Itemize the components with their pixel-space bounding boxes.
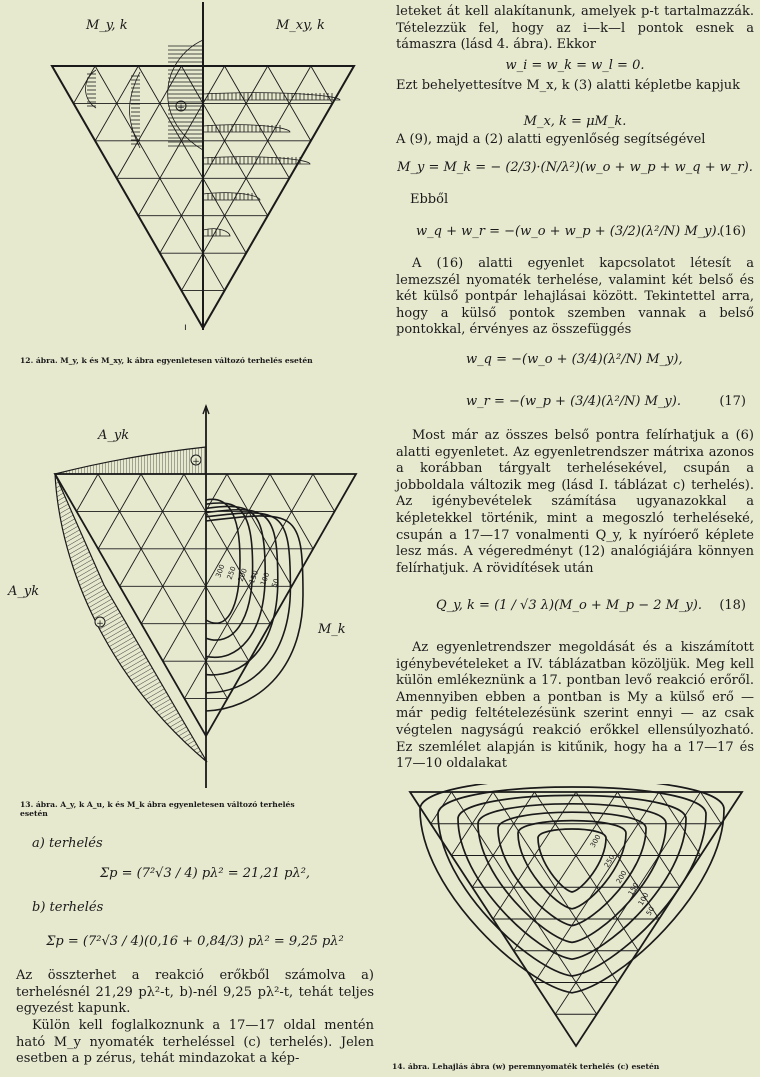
figure-13 [0,400,380,790]
fig13-contour-label: 50 [270,577,281,589]
fig13-contour-label: 200 [236,567,249,583]
fig14-contour-label: 150 [626,881,641,897]
eq16: w_q + w_r = −(w_o + w_p + (3/2)(λ²/N) M_y). [416,224,721,239]
fig12-caption: 12. ábra. M_y, k és M_xy, k ábra egyenletesen változó terhelés esetén [20,356,313,365]
a-terheles: a) terhelés [32,836,103,851]
right-para-4: Ebből [410,192,449,207]
right-para-2: Ezt behelyettesítve M_x, k (3) alatti képletbe kapjuk [396,78,741,93]
eq18-row [396,598,754,622]
eq17b-row [396,394,754,414]
eq17-number: (17) [719,394,746,409]
fig14-contour-label: 250 [602,853,617,869]
fig14-contour-label: 50 [644,905,657,917]
fig12-label-right: M_xy, k [276,18,325,33]
figure-14-drawing [396,784,756,1054]
right-para-7: Az egyenletrendszer megoldását és a kiszámított igénybevételeket a IV. táblázatban közöljük. Meg kell külön emlékeznünk a 17. pontban levő reakció erőről. Amennyiben ebben a pontban is My a külső erő — már pedig feltételezésünk szerint ennyi — az csak végtelen nagyságú reakció erőkkel ellensúlyozható. Ez szemlélet alapján is kitűnik, hogy ha a 17—17 és 17—10 oldalakat [396,640,754,772]
fig12-plus: + [177,103,185,113]
left-para-2: Külön kell foglalkoznunk a 17—17 oldal mentén ható M_y nyomaték terheléssel (c) terhelés). Jelen esetben a p zérus, tehát mindazokat a kép- [16,1018,374,1067]
right-para-6: Most már az összes belső pontra felírhatjuk a (6) alatti egyenletet. Az egyenletrendszer mátrixa azonos a korábban tárgyalt terhelésekével, csupán a jobboldala változik meg (lásd I. táblázat c) terhelés). Az igénybevételek számítása ugyanazokkal a képletekkel történik, mint a megoszló terheléseké, csupán a 17—17 vonalmenti Q_y, k nyíróerő képlete lesz más. A végeredményt (12) analógiájára könnyen felírhatjuk. A rövidítések után [396,428,754,576]
b-terheles: b) terhelés [32,900,104,915]
fig14-contour-label: 100 [636,891,651,907]
fig13-contour-label: 300 [214,563,227,579]
right-para-5: A (16) alatti egyenlet kapcsolatot létesít a lemezszél nyomaték terhelése, valamint két belső és két külső pontpár lehajlásai között. Tekintettel arra, hogy a külső pontok szemben vannak a belső pontokkal, érvényes az összefüggés [396,256,754,338]
eq18-number: (18) [719,598,746,613]
fig13-label-top: A_yk [98,428,130,443]
eq17a: w_q = −(w_o + (3/4)(λ²/N) M_y), [466,352,683,367]
eq-my: M_y = M_k = − (2/3)·(N/λ²)(w_o + w_p + w_q + w_r). [397,160,753,175]
fig14-contour-label: 300 [588,833,603,849]
figure-12 [40,0,370,345]
fig13-label-right: M_k [318,622,346,637]
fig13-contour-label: 150 [247,569,261,585]
eq-w: w_i = w_k = w_l = 0. [505,58,645,73]
svg-text:+: + [192,457,200,467]
figure-14 [396,784,756,1054]
figure-12-drawing [40,0,370,345]
fig13-contour-label: 100 [259,571,272,587]
right-para-3: A (9), majd a (2) alatti egyenlőség segítségével [396,132,706,147]
right-para-1: leteket át kell alakítanunk, amelyek p-t tartalmazzák. Tételezzük fel, hogy az i—k—l pontok esnek a támaszra (lásd 4. ábra). Ekkor [396,4,754,53]
left-para-1: Az összterhet a reakció erőkből számolva a) terhelésnél 21,29 pλ²-t, b)-nél 9,25 pλ²-t, tehát teljes egyezést kapunk. [16,968,374,1017]
a-formula: Σp = (7²√3 / 4) pλ² = 21,21 pλ², [99,866,311,881]
svg-text:+: + [96,619,104,629]
fig14-caption: 14. ábra. Lehajlás ábra (w) peremnyomaték terhelés (c) esetén [392,1062,660,1071]
eq16-row [396,224,754,244]
eq-mx: M_x, k = μM_k. [523,114,627,129]
fig12-label-left: M_y, k [86,18,128,33]
b-formula: Σp = (7²√3 / 4)(0,16 + 0,84/3) pλ² = 9,25 pλ² [46,934,344,949]
fig13-contour-label: 250 [225,565,238,581]
fig12-label-bottom: ı [184,322,187,333]
fig14-contour-label: 200 [614,869,629,885]
fig13-caption: 13. ábra. A_y, k A_u, k és M_k ábra egyenletesen változó terhelés esetén [20,800,295,818]
eq16-number: (16) [719,224,746,239]
fig13-label-left: A_yk [8,584,40,599]
figure-13-drawing [0,400,380,790]
eq18: Q_y, k = (1 / √3 λ)(M_o + M_p − 2 M_y). [436,598,702,613]
eq17b: w_r = −(w_p + (3/4)(λ²/N) M_y). [466,394,681,409]
